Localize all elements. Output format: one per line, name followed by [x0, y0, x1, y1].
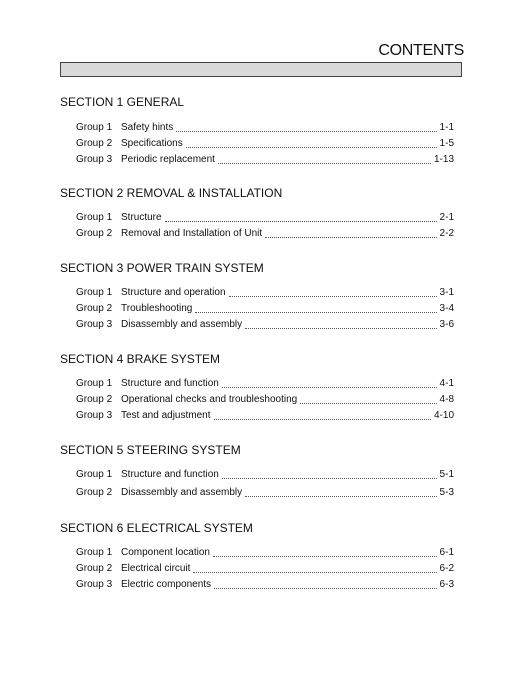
toc-page: 2-1	[439, 212, 454, 223]
toc-group: Group 2	[76, 228, 113, 239]
toc-page: 1-13	[433, 154, 454, 165]
toc-label: Disassembly and assembly	[121, 319, 243, 330]
toc-entry[interactable]	[76, 122, 454, 136]
toc-page: 4-8	[439, 394, 454, 405]
toc-group: Group 1	[76, 122, 113, 133]
toc-entry[interactable]	[76, 154, 454, 168]
toc-label: Specifications	[121, 138, 183, 149]
title-bar	[60, 62, 462, 77]
toc-group: Group 2	[76, 394, 113, 405]
toc-label: Electrical circuit	[121, 563, 191, 574]
toc-entry[interactable]	[76, 378, 454, 392]
leader-dots	[186, 138, 437, 148]
toc-entry[interactable]	[76, 487, 454, 501]
leader-dots	[265, 228, 436, 238]
toc-entry[interactable]	[76, 469, 454, 483]
section-heading: SECTION 4 BRAKE SYSTEM	[60, 352, 221, 366]
toc-page: 3-6	[439, 319, 454, 330]
toc-label: Test and adjustment	[121, 410, 211, 421]
leader-dots	[165, 212, 437, 222]
toc-page: 6-1	[439, 547, 454, 558]
toc-entry[interactable]	[76, 212, 454, 226]
toc-group: Group 2	[76, 138, 113, 149]
leader-dots	[300, 394, 436, 404]
toc-group: Group 2	[76, 487, 113, 498]
section-heading: SECTION 2 REMOVAL & INSTALLATION	[60, 186, 283, 200]
section-heading: SECTION 1 GENERAL	[60, 95, 185, 109]
leader-dots	[245, 487, 436, 497]
page-title: CONTENTS	[378, 42, 464, 59]
toc-page: 6-3	[439, 579, 454, 590]
toc-entry[interactable]	[76, 319, 454, 333]
leader-dots	[229, 287, 437, 297]
toc-page: 5-1	[439, 469, 454, 480]
toc-page: 5-3	[439, 487, 454, 498]
toc-group: Group 2	[76, 303, 113, 314]
toc-label: Electric components	[121, 579, 212, 590]
leader-dots	[218, 154, 431, 164]
section-heading: SECTION 6 ELECTRICAL SYSTEM	[60, 521, 253, 535]
toc-label: Safety hints	[121, 122, 174, 133]
toc-group: Group 3	[76, 579, 113, 590]
toc-group: Group 3	[76, 319, 113, 330]
toc-entry[interactable]	[76, 563, 454, 577]
toc-group: Group 1	[76, 469, 113, 480]
leader-dots	[245, 319, 436, 329]
toc-group: Group 1	[76, 378, 113, 389]
toc-group: Group 1	[76, 287, 113, 298]
leader-dots	[193, 563, 436, 573]
leader-dots	[222, 469, 437, 479]
toc-group: Group 1	[76, 212, 113, 223]
toc-page: 4-10	[433, 410, 454, 421]
toc-group: Group 3	[76, 154, 113, 165]
toc-group: Group 2	[76, 563, 113, 574]
toc-page: 3-1	[439, 287, 454, 298]
toc-entry[interactable]	[76, 287, 454, 301]
toc-page: 4-1	[439, 378, 454, 389]
leader-dots	[213, 547, 437, 557]
leader-dots	[222, 378, 437, 388]
toc-page: 1-5	[439, 138, 454, 149]
toc-page: 1-1	[439, 122, 454, 133]
toc-entry[interactable]	[76, 394, 454, 408]
toc-label: Periodic replacement	[121, 154, 215, 165]
toc-label: Component location	[121, 547, 210, 558]
toc-entry[interactable]	[76, 138, 454, 152]
toc-label: Structure and operation	[121, 287, 226, 298]
toc-label: Structure	[121, 212, 162, 223]
section-heading: SECTION 5 STEERING SYSTEM	[60, 443, 241, 457]
toc-entry[interactable]	[76, 579, 454, 593]
toc-label: Structure and function	[121, 469, 219, 480]
toc-group: Group 1	[76, 547, 113, 558]
toc-entry[interactable]	[76, 547, 454, 561]
toc-label: Removal and Installation of Unit	[121, 228, 263, 239]
leader-dots	[214, 410, 431, 420]
toc-entry[interactable]	[76, 303, 454, 317]
leader-dots	[176, 122, 436, 132]
toc-label: Disassembly and assembly	[121, 487, 243, 498]
toc-label: Structure and function	[121, 378, 219, 389]
toc-entry[interactable]	[76, 228, 454, 242]
section-heading: SECTION 3 POWER TRAIN SYSTEM	[60, 261, 264, 275]
toc-entry[interactable]	[76, 410, 454, 424]
toc-label: Operational checks and troubleshooting	[121, 394, 298, 405]
toc-page: 3-4	[439, 303, 454, 314]
toc-label: Troubleshooting	[121, 303, 193, 314]
leader-dots	[214, 579, 437, 589]
toc-page: 2-2	[439, 228, 454, 239]
toc-page: 6-2	[439, 563, 454, 574]
toc-group: Group 3	[76, 410, 113, 421]
leader-dots	[195, 303, 436, 313]
